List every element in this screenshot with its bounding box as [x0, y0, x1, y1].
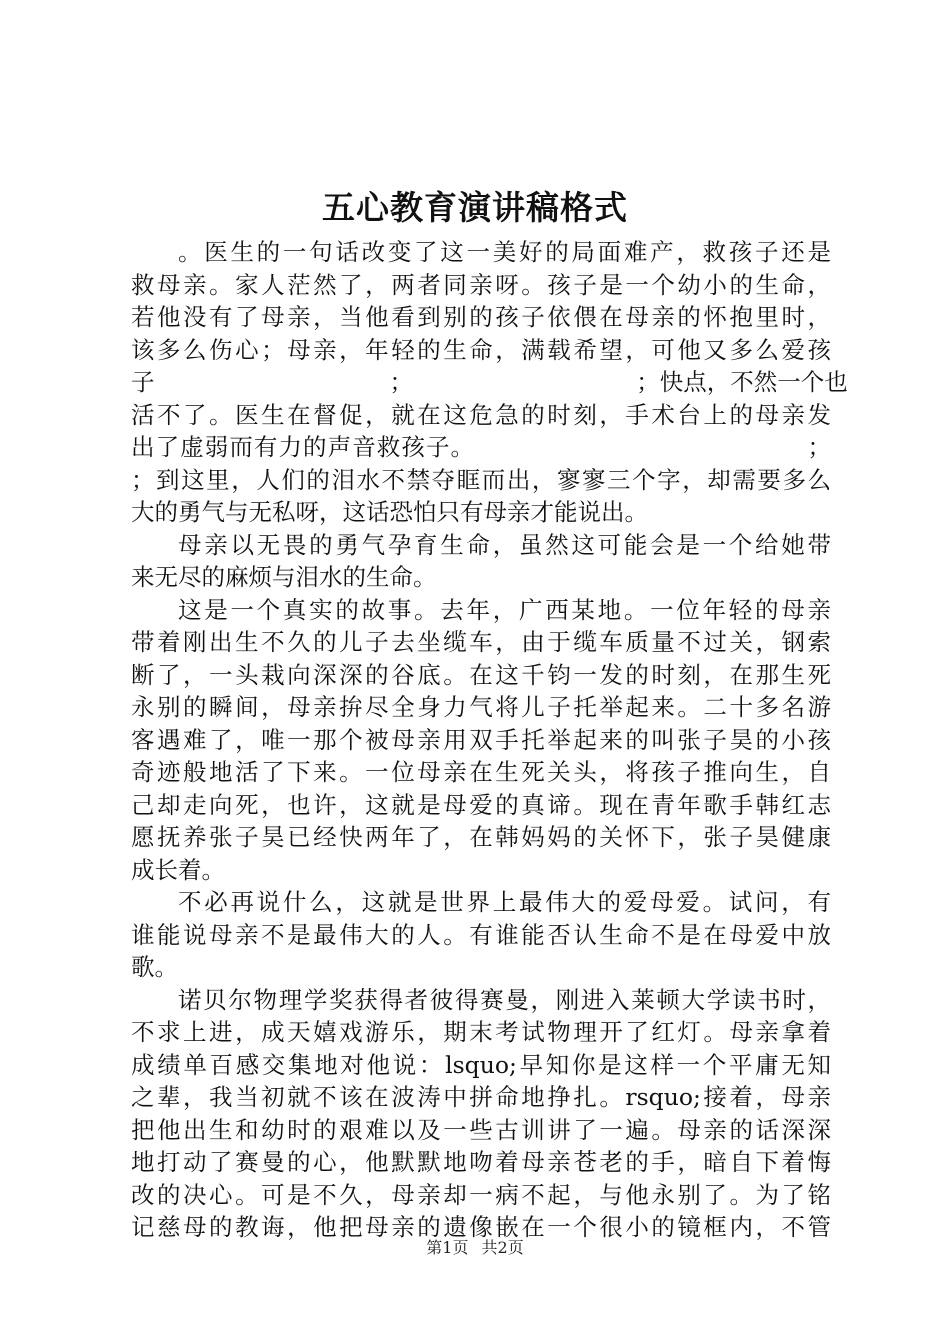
body-line: 成绩单百感交集地对他说：lsquo;早知你是这样一个平庸无知 [131, 1050, 831, 1079]
body-line: 活不了。医生在督促，就在这危急的时刻，手术台上的母亲发 [131, 400, 831, 429]
page-number: 第1页 [426, 1238, 469, 1257]
body-line: 出了虚弱而有力的声音救孩子。 ； [131, 433, 831, 461]
body-line: 永别的瞬间，母亲拚尽全身力气将儿子托举起来。二十多名游 [131, 693, 831, 721]
body-line: 不必再说什么，这就是世界上最伟大的爱母爱。试问，有 [178, 888, 831, 916]
body-line: 若他没有了母亲，当他看到别的孩子依偎在母亲的怀抱里时， [131, 303, 831, 331]
body-line: 客遇难了，唯一那个被母亲用双手托举起来的叫张子昊的小孩 [131, 725, 831, 754]
body-line: 不求上进，成天嬉戏游乐，期末考试物理开了红灯。母亲拿着 [131, 1018, 831, 1046]
body-line: 成长着。 [131, 855, 225, 884]
body-line: 。医生的一句话改变了这一美好的局面难产，救孩子还是 [178, 238, 831, 266]
body-line: 谁能说母亲不是最伟大的人。有谁能否认生命不是在母爱中放 [131, 920, 831, 949]
body-line: 奇迹般地活了下来。一位母亲在生死关头，将孩子推向生，自 [131, 758, 831, 786]
body-line: 地打动了赛曼的心，他默默地吻着母亲苍老的手，暗自下着悔 [131, 1148, 831, 1176]
page-total: 共2页 [481, 1238, 524, 1257]
body-line: 带着刚出生不久的儿子去坐缆车，由于缆车质量不过关，钢索 [131, 628, 831, 656]
body-line: 把他出生和幼时的艰难以及一些古训讲了一遍。母亲的话深深 [131, 1115, 831, 1144]
body-line: 子 ； ；快点，不然一个也 [131, 368, 848, 396]
body-line: 记慈母的教诲，他把母亲的遗像嵌在一个很小的镜框内，不管 [131, 1213, 831, 1241]
body-line: 之辈，我当初就不该在波涛中拼命地挣扎。rsquo;接着，母亲 [131, 1083, 831, 1111]
body-line: 救母亲。家人茫然了，两者同亲呀。孩子是一个幼小的生命， [131, 270, 831, 299]
body-line: ；到这里，人们的泪水不禁夺眶而出，寥寥三个字，却需要多么 [131, 465, 831, 494]
body-line: 愿抚养张子昊已经快两年了，在韩妈妈的关怀下，张子昊健康 [131, 823, 831, 851]
body-line: 这是一个真实的故事。去年，广西某地。一位年轻的母亲 [178, 595, 831, 624]
document-title: 五心教育演讲稿格式 [322, 188, 628, 227]
body-line: 来无尽的麻烦与泪水的生命。 [131, 563, 437, 591]
body-line: 该多么伤心；母亲，年轻的生命，满载希望，可他又多么爱孩 [131, 335, 831, 364]
body-line: 大的勇气与无私呀，这话恐怕只有母亲才能说出。 [131, 498, 648, 526]
body-line: 诺贝尔物理学奖获得者彼得赛曼，刚进入莱顿大学读书时， [178, 985, 831, 1014]
document-body [131, 236, 848, 1244]
body-line: 断了，一头栽向深深的谷底。在这千钧一发的时刻，在那生死 [131, 660, 831, 689]
body-line: 己却走向死，也许，这就是母爱的真谛。现在青年歌手韩红志 [131, 790, 831, 819]
body-line: 改的决心。可是不久，母亲却一病不起，与他永别了。为了铭 [131, 1180, 831, 1209]
page-footer [0, 1237, 950, 1259]
body-line: 母亲以无畏的勇气孕育生命，虽然这可能会是一个给她带 [178, 530, 831, 559]
body-line: 歌。 [131, 953, 178, 981]
